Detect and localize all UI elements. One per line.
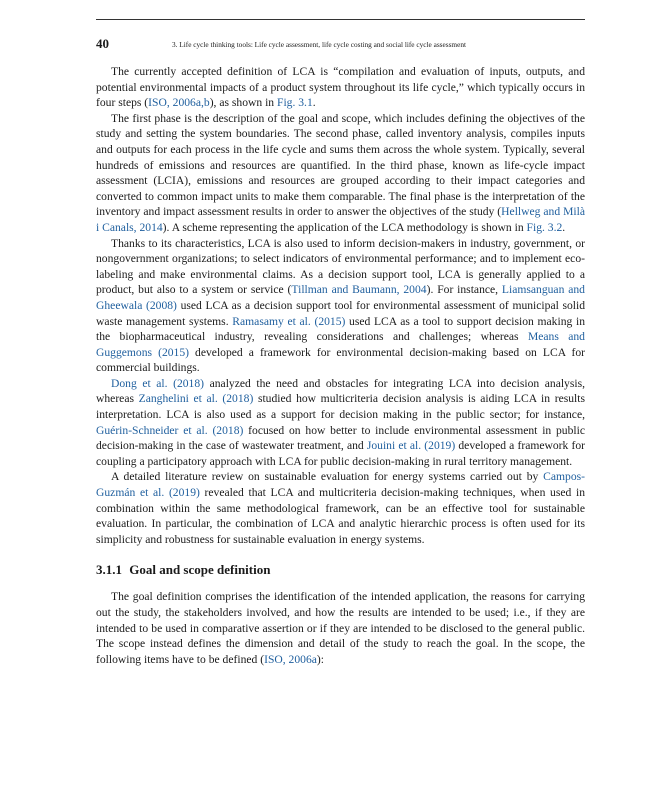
- citation-link[interactable]: ISO, 2006a: [264, 652, 317, 666]
- section-number: 3.1.1: [96, 562, 122, 578]
- paragraph: [96, 111, 585, 236]
- text-run: ):: [316, 652, 324, 666]
- citation-link[interactable]: Means and Guggemons (2015): [96, 330, 585, 359]
- citation-link[interactable]: ISO, 2006a,b: [148, 96, 210, 110]
- text-run: studied how multicriteria decision analysis is aiding LCA in results interpretation. LCA is also used as a support for decision making in the public sector; for instance,: [96, 392, 585, 422]
- running-title: 3. Life cycle thinking tools: Life cycle assessment, life cycle costing and social life cycle assessment: [172, 40, 467, 49]
- body-text: [96, 64, 585, 667]
- text-run: .: [562, 220, 566, 234]
- header-rule: [96, 19, 585, 20]
- citation-link[interactable]: Dong et al. (2018): [111, 376, 205, 390]
- text-run: analyzed the need and obstacles for integrating LCA into decision analysis, whereas: [96, 376, 585, 406]
- citation-link[interactable]: Ramasamy et al. (2015): [232, 314, 346, 328]
- text-run: developed a framework for environmental decision-making based on LCA for commercial buildings.: [96, 345, 585, 375]
- citation-link[interactable]: Guérin-Schneider et al. (2018): [96, 423, 244, 437]
- section-paragraphs: [96, 589, 585, 667]
- citation-link[interactable]: Jouini et al. (2019): [366, 439, 456, 453]
- text-run: The first phase is the description of the goal and scope, which includes defining the objectives of the study and setting the system boundaries. The second phase, called inventory analysis, compiles inputs and outputs for each process in the life cycle and sums them across the whole system. Typically, several hundreds of emissions and resources are quantified. In the third phase, known as life-cycle impact assessment (LCIA), emissions and resources are grouped according to their impact categories and converted to common impact units to make them comparable. The final phase is the interpretation of the inventory and impact assessment results in order to answer the objectives of the study (: [96, 111, 585, 219]
- paragraph: [96, 64, 585, 111]
- text-run: focused on how better to include environmental assessment in public decision-making in the case of wastewater treatment, and: [96, 423, 585, 453]
- citation-link[interactable]: Zanghelini et al. (2018): [138, 392, 254, 406]
- citation-link[interactable]: Hellweg and Milà i Canals, 2014: [96, 205, 585, 234]
- citation-link[interactable]: Fig. 3.1: [277, 96, 313, 110]
- text-run: used LCA as a tool to support decision making in the biopharmaceutical industry, revealing considerations and challenges; whereas: [96, 314, 585, 344]
- text-run: The goal definition comprises the identification of the intended application, the reasons for carrying out the study, the stakeholders involved, and how the results are intended to be used; i.e., if they are intended to be used in comparative assertion or if they are intended to be disclosed to the general public. The scope instead defines the dimension and detail of the study to reach the goal. In the scope, the following items have to be defined (: [96, 590, 585, 666]
- text-run: The currently accepted definition of LCA is “compilation and evaluation of inputs, outputs, and potential environmental impacts of a product system throughout its life cycle,” which typically occurs in four steps (: [96, 65, 585, 110]
- citation-link[interactable]: Tillman and Baumann, 2004: [291, 283, 427, 297]
- intro-paragraphs: [96, 64, 585, 547]
- text-run: .: [312, 96, 316, 110]
- citation-link[interactable]: Liamsanguan and Gheewala (2008): [96, 283, 585, 312]
- text-run: ), as shown in: [209, 96, 277, 110]
- section-title: Goal and scope definition: [129, 562, 271, 578]
- paragraph: [96, 469, 585, 547]
- citation-link[interactable]: Fig. 3.2: [526, 220, 563, 234]
- section-heading: [96, 562, 585, 578]
- text-run: developed a framework for coupling a participatory approach with LCA for public decision-making in rural territory management.: [96, 439, 585, 468]
- paragraph: [96, 376, 585, 470]
- text-run: Thanks to its characteristics, LCA is also used to inform decision-makers in industry, government, or nongovernment organizations; to select indicators of environmental performance; and to implement eco-labeling and make environmental claims. As a decision support tool, LCA is generally applied to a product, but also to a system or service (: [96, 236, 585, 297]
- citation-link[interactable]: Campos-Guzmán et al. (2019): [96, 470, 585, 500]
- text-run: A detailed literature review on sustainable evaluation for energy systems carried out by: [111, 470, 544, 484]
- paragraph: [96, 589, 585, 667]
- text-run: ). A scheme representing the application of the LCA methodology is shown in: [162, 220, 527, 234]
- text-run: ). For instance,: [426, 283, 502, 297]
- text-run: used LCA as a decision support tool for environmental assessment of municipal solid waste management systems.: [96, 298, 586, 328]
- page-number: 40: [96, 36, 109, 51]
- text-run: revealed that LCA and multicriteria decision-making techniques, when used in combination within the same methodological framework, can be an effective tool for sustainable evaluation. In particular, the combination of LCA and analytic hierarchic process is often used for its simplicity and robustness for sustainable evaluation in energy systems.: [96, 486, 585, 546]
- paragraph: [96, 236, 585, 376]
